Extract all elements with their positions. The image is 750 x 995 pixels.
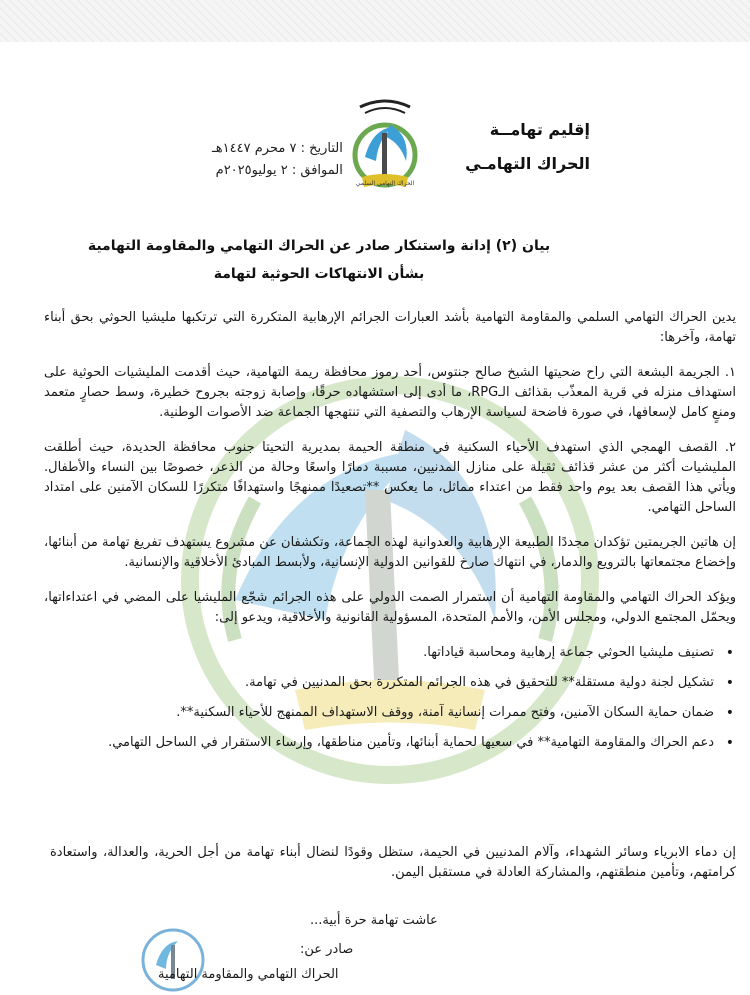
paragraph-2: ٢. القصف الهمجي الذي استهدف الأحياء السكنية في منطقة الحيمة بمديرية التحيتا جنوب محافظة الحديدة، حيث أطلقت المليشيات أكثر من عشر قذائف ثقيلة على منازل المدنيين، مسببة دمارًا واسعًا وحالة من الذعر، خصوصًا بين النساء والأطفال. ويأتي هذا القصف بعد يوم واحد فقط من اعتداء مماثل، ما يعكس **تصعيدًا ممنهجًا واستهدافًا متكررًا للسكان الآمنين على امتداد الساحل التهامي. bbox=[44, 440, 736, 515]
demand-item: • تصنيف مليشيا الحوثي جماعة إرهابية ومحاسبة قياداتها. bbox=[44, 643, 714, 663]
intro-paragraph: يدين الحراك التهامي السلمي والمقاومة التهامية بأشد العبارات الجرائم الإرهابية المتكررة التي ترتكبها مليشيا الحوثي بحق أبناء تهامة، وآخرها: bbox=[44, 310, 736, 345]
movement-title: الحراك التهامـي bbox=[465, 154, 590, 173]
demands-list bbox=[44, 643, 736, 753]
region-title: إقليم تهامــة bbox=[489, 120, 590, 139]
statement-title bbox=[70, 232, 568, 288]
date-block bbox=[212, 138, 343, 182]
slogan: عاشت تهامة حرة أبية... bbox=[310, 913, 438, 928]
paragraph-4: ويؤكد الحراك التهامي والمقاومة التهامية أن استمرار الصمت الدولي على هذه الجرائم شجّع المليشيا على المضي في اعتداءاتها، ويحمّل المجتمع الدولي، ومجلس الأمن، والأمم المتحدة، المسؤولية القانونية والأخلاقية، ويدعو إلى: bbox=[44, 590, 736, 625]
logo-caption: الحراك التهامي السلمي bbox=[355, 180, 415, 187]
date-hijri: التاريخ : ٧ محرم ١٤٤٧هـ bbox=[212, 141, 343, 156]
paragraph-3: إن هاتين الجريمتين تؤكدان مجددًا الطبيعة الإرهابية والعدوانية لهذه الجماعة، وتكشفان عن مشروع يستهدف تفريغ تهامة من أبنائها، وإخضاع مجتمعاتها بالترويع والدمار، في انتهاك صارخ للقوانين الدولية الإنسانية، ولأبسط المبادئ الأخلاقية والإنسانية. bbox=[44, 535, 736, 570]
title-line-1: بيان (٢) إدانة واستنكار صادر عن الحراك التهامي والمقاومة التهامية bbox=[87, 238, 551, 254]
demand-item: • تشكيل لجنة دولية مستقلة** للتحقيق في هذه الجرائم المتكررة بحق المدنيين في تهامة. bbox=[44, 673, 714, 693]
demand-item: • دعم الحراك والمقاومة التهامية** في سعيها لحماية أبنائها، وتأمين مناطقها، وإرساء الاستقرار في الساحل التهامي. bbox=[44, 733, 714, 753]
statement-body bbox=[44, 308, 736, 768]
title-line-2: بشأن الانتهاكات الحوثية لتهامة bbox=[213, 266, 425, 282]
paragraph-1: ١. الجريمة البشعة التي راح ضحيتها الشيخ صالح جنتوس، أحد رموز محافظة ريمة التهامية، حيث أقدمت المليشيات الحوثية على استهداف منزله في قرية المعذّب بقذائف الـRPG، ما أدى إلى استشهاده حرقًا، وإصابة زوجته بجروح خطيرة، وسط حصارٍ متعمد ومنعٍ كامل لإسعافها، في صورة فاضحة لسياسة الإرهاب والتصفية التي تنتهجها الجماعة ضد الأصوات الوطنية. bbox=[44, 365, 736, 420]
issuer-name: الحراك التهامي والمقاومة التهامية bbox=[158, 967, 339, 982]
closing-paragraph: إن دماء الابرياء وسائر الشهداء، وآلام المدنيين في الحيمة، ستظل وقودًا لنضال أبناء تهامة من أجل الحرية، والعدالة، واستعادة كرامتهم، وتأمين منطقتهم، والمشاركة العادلة في مستقبل اليمن. bbox=[50, 845, 736, 880]
organization-logo bbox=[340, 95, 430, 205]
demand-item: • ضمان حماية السكان الآمنين، وفتح ممرات إنسانية آمنة، ووقف الاستهداف الممنهج للأحياء السكنية**. bbox=[44, 703, 714, 723]
stamp-logo bbox=[138, 925, 208, 995]
issued-by-label: صادر عن: bbox=[300, 942, 354, 957]
date-gregorian: الموافق : ٢ يوليو٢٠٢٥م bbox=[215, 163, 343, 178]
top-banner bbox=[0, 0, 750, 42]
